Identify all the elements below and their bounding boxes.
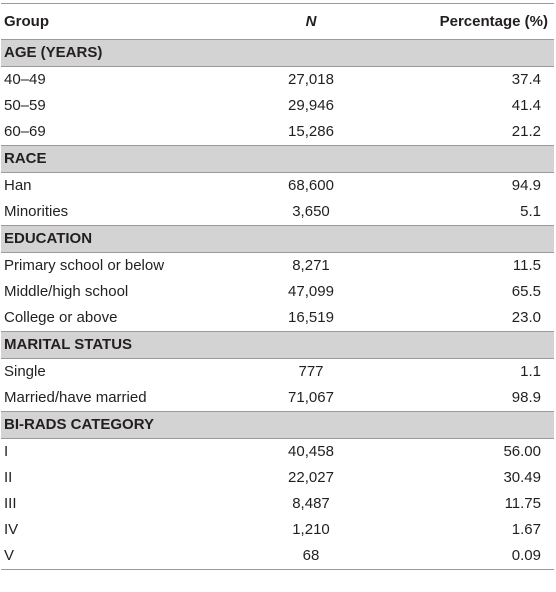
cell-group: College or above <box>4 309 118 326</box>
table-row <box>1 465 554 491</box>
table-row <box>1 173 554 200</box>
table-row <box>1 67 554 94</box>
section-row <box>1 412 554 439</box>
cell-percentage: 98.9 <box>511 389 541 406</box>
table-row <box>1 253 554 280</box>
cell-n: 68 <box>258 543 361 570</box>
cell-percentage: 94.9 <box>511 177 541 194</box>
cell-percentage: 37.4 <box>511 71 541 88</box>
header-group: Group <box>1 4 258 40</box>
cell-percentage: 41.4 <box>511 97 541 114</box>
cell-group: Married/have married <box>4 389 147 406</box>
cell-group: III <box>4 495 17 512</box>
cell-group: V <box>1 543 258 570</box>
cell-n: 68,600 <box>288 177 334 194</box>
cell-group: 40–49 <box>4 71 46 88</box>
section-title: BI-RADS CATEGORY <box>1 412 554 439</box>
table-row <box>1 385 554 412</box>
cell-n: 3,650 <box>292 203 330 220</box>
cell-group: Han <box>4 177 32 194</box>
cell-n: 1,210 <box>292 521 330 538</box>
section-title: RACE <box>1 146 554 173</box>
cell-percentage: 56.00 <box>503 443 541 460</box>
cell-group: I <box>4 443 9 460</box>
cell-n: 27,018 <box>288 71 334 88</box>
demographics-table <box>1 3 554 570</box>
cell-percentage: 5.1 <box>520 203 541 220</box>
cell-n: 22,027 <box>288 469 334 486</box>
cell-n: 15,286 <box>288 123 334 140</box>
section-title: MARITAL STATUS <box>1 332 554 359</box>
cell-percentage: 23.0 <box>511 309 541 326</box>
table-row <box>1 279 554 305</box>
table-row <box>1 305 554 332</box>
cell-n: 47,099 <box>288 283 334 300</box>
section-row <box>1 332 554 359</box>
table-row <box>1 517 554 543</box>
cell-group: Minorities <box>4 203 69 220</box>
table-row <box>1 359 554 386</box>
section-row <box>1 146 554 173</box>
cell-percentage: 65.5 <box>511 283 541 300</box>
section-row <box>1 226 554 253</box>
cell-percentage: 0.09 <box>361 543 554 570</box>
cell-percentage: 21.2 <box>511 123 541 140</box>
cell-percentage: 11.75 <box>504 495 541 512</box>
cell-n: 8,487 <box>292 495 330 512</box>
cell-n: 16,519 <box>288 309 334 326</box>
table-row <box>1 119 554 146</box>
cell-percentage: 1.1 <box>520 363 541 380</box>
table-row <box>1 199 554 226</box>
table-row <box>1 93 554 119</box>
cell-n: 71,067 <box>288 389 334 406</box>
cell-n: 40,458 <box>288 443 334 460</box>
cell-group: Primary school or below <box>4 257 165 274</box>
cell-group: IV <box>4 521 19 538</box>
cell-percentage: 1.67 <box>511 521 541 538</box>
cell-percentage: 11.5 <box>512 257 541 274</box>
table-row <box>1 491 554 517</box>
header-percentage: Percentage (%) <box>361 4 554 40</box>
cell-n: 777 <box>298 363 324 380</box>
cell-percentage: 30.49 <box>503 469 541 486</box>
cell-group: 60–69 <box>4 123 46 140</box>
table-header-row <box>1 4 554 40</box>
table-row <box>1 543 554 570</box>
section-row <box>1 40 554 67</box>
cell-group: Single <box>4 363 46 380</box>
cell-n: 8,271 <box>292 257 330 274</box>
header-n: N <box>258 4 361 40</box>
cell-group: Middle/high school <box>4 283 129 300</box>
cell-n: 29,946 <box>288 97 334 114</box>
cell-group: II <box>4 469 13 486</box>
section-title: AGE (YEARS) <box>1 40 554 67</box>
section-title: EDUCATION <box>1 226 554 253</box>
cell-group: 50–59 <box>4 97 46 114</box>
table-row <box>1 439 554 466</box>
